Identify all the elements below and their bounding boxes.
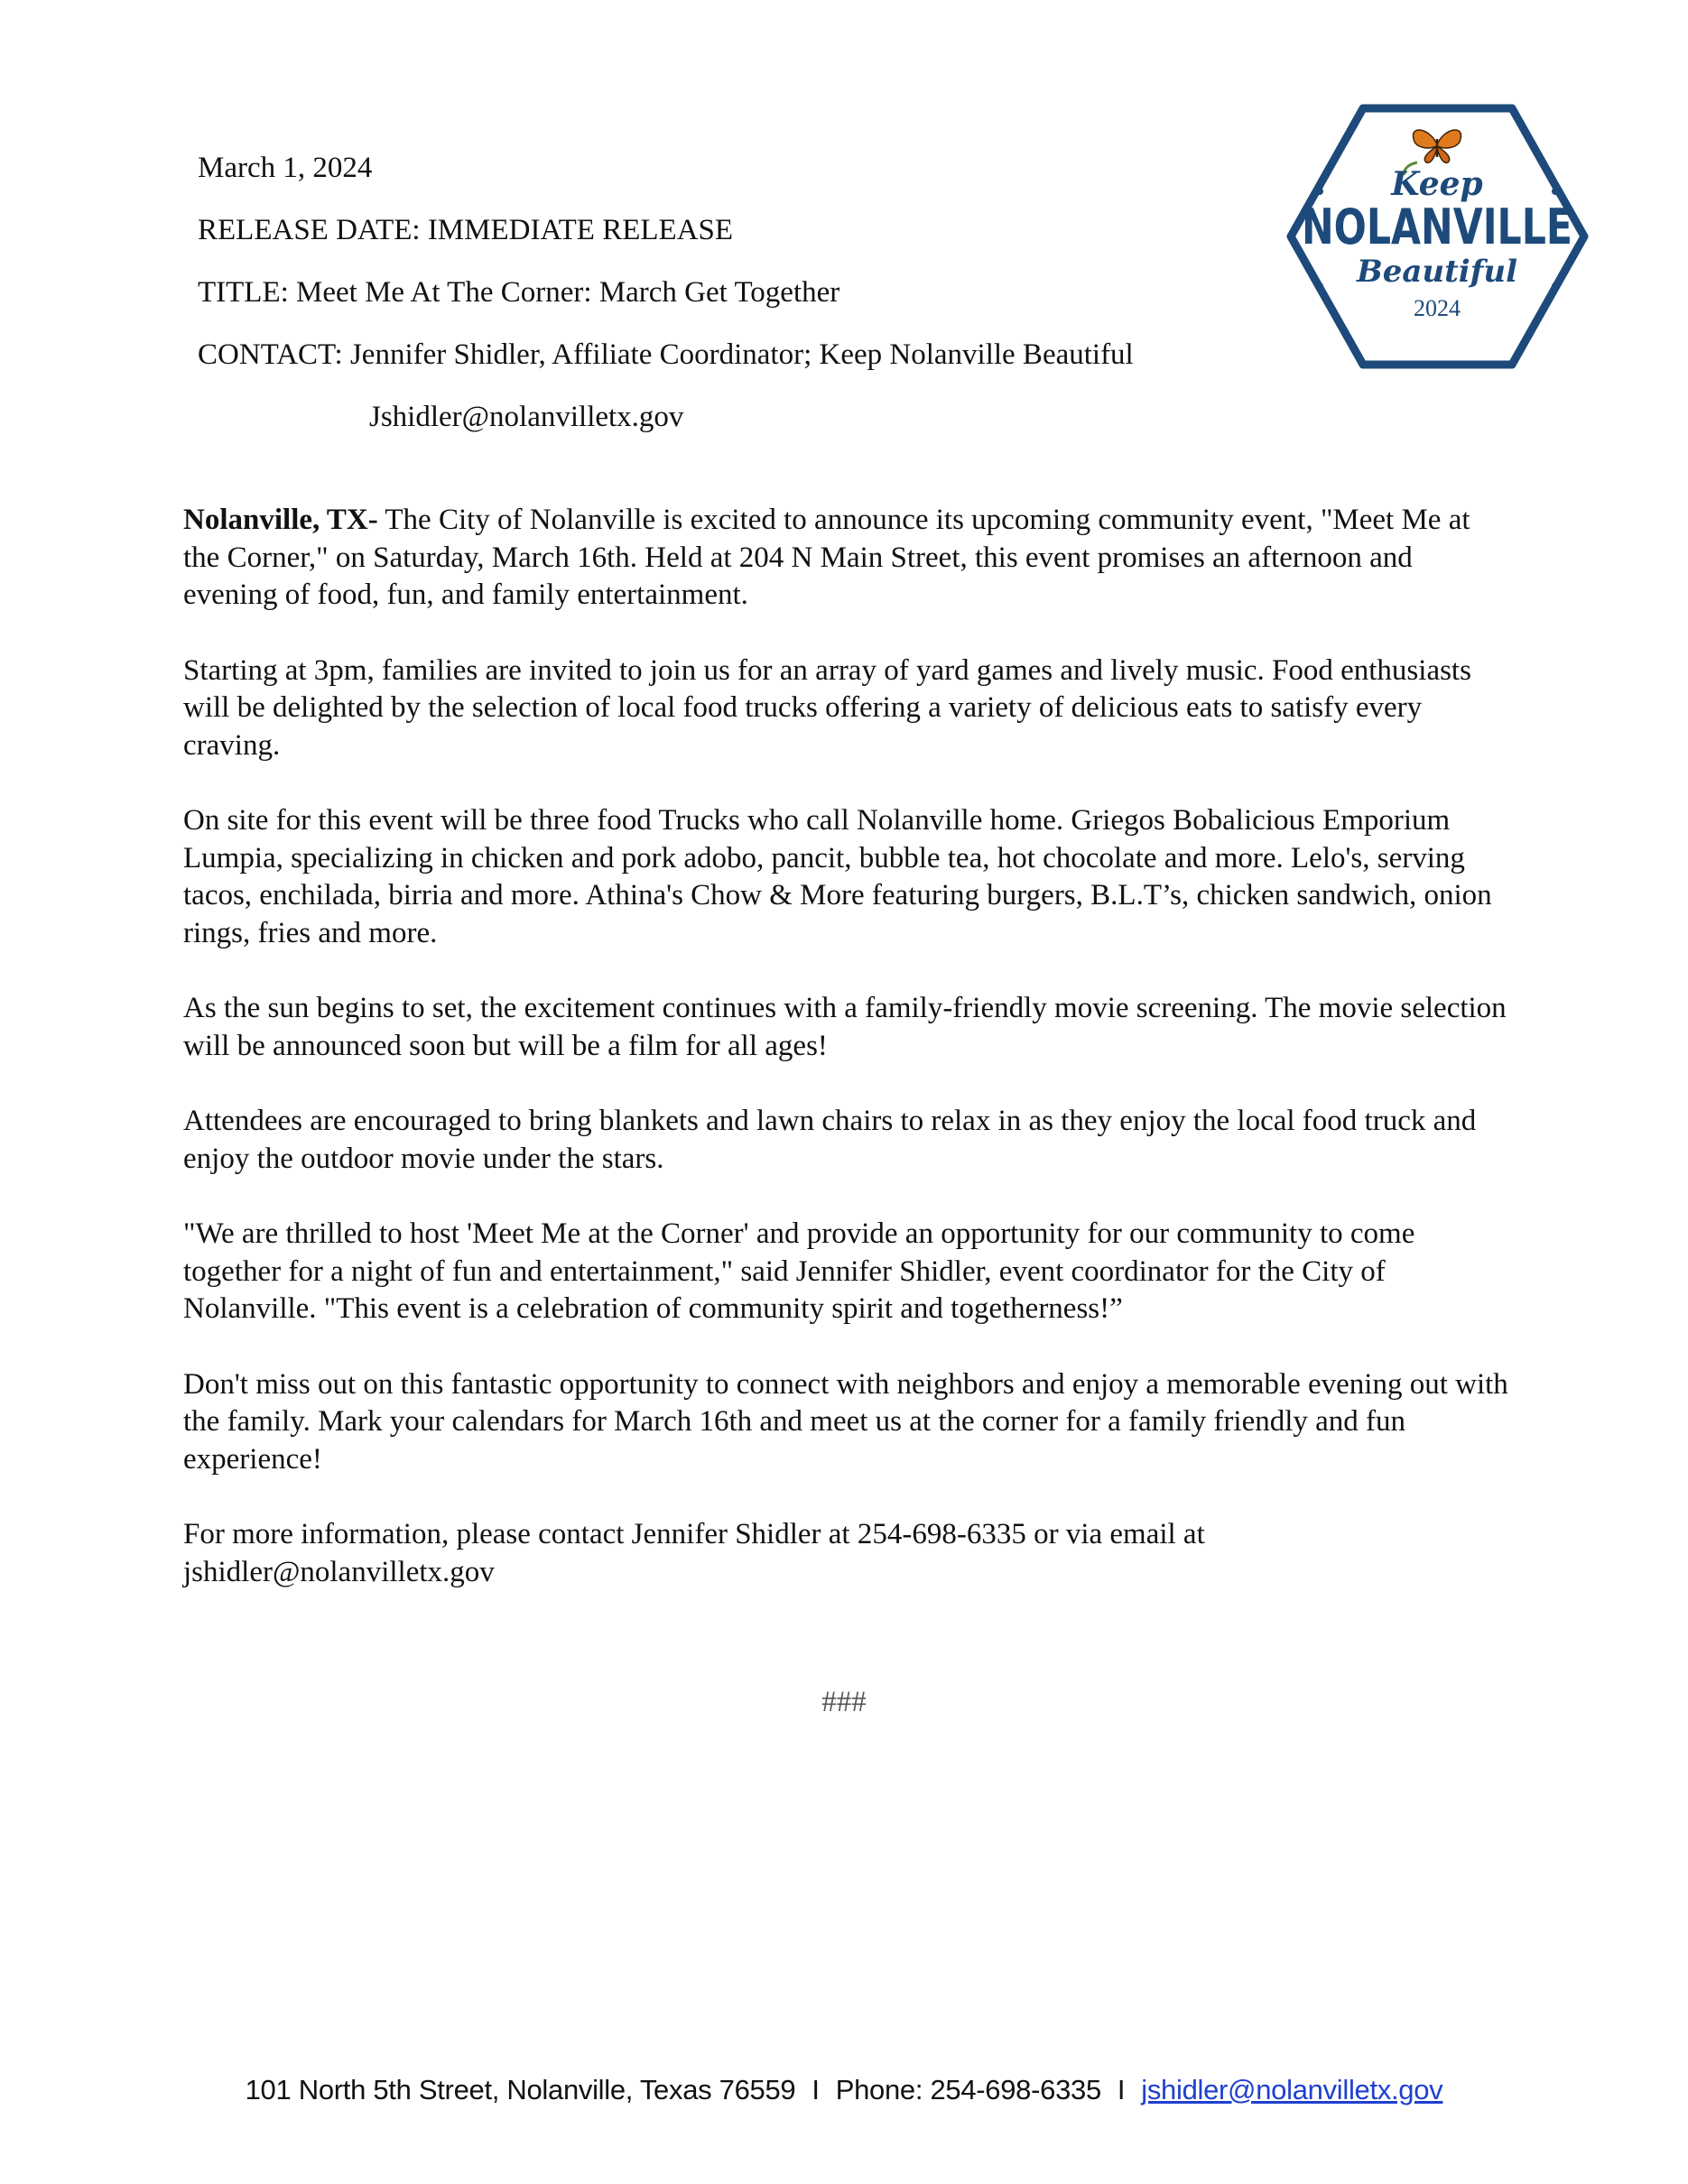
keep-nolanville-beautiful-logo [1282,101,1593,372]
logo-beautiful-text: Beautiful [1356,254,1518,290]
dateline: Nolanville, TX- [183,504,378,536]
footer-phone: Phone: 254-698-6335 [835,2074,1101,2105]
release-date-line: March 1, 2024 [198,152,373,184]
paragraph-more-info: For more information, please contact Jennifer Shidler at 254-698-6335 or via email at jshidler@nolanvilletx.gov [183,1518,1205,1588]
paragraph-activities: Starting at 3pm, families are invited to join us for an array of yard games and lively music. Food enthusiasts will be delighted by the selection of local food trucks offering a variety of delicious eats to satisfy every craving. [183,653,1471,762]
intro-text: The City of Nolanville is excited to announce its upcoming community event, "Meet Me at the Corner," on Saturday, March 16th. Held at 204 N Main Street, this event promises an afternoon and evening of food, fun, and family entertainment. [183,504,1470,611]
release-contact-line: CONTACT: Jennifer Shidler, Affiliate Coordinator; Keep Nolanville Beautiful [198,338,1134,371]
paragraph-attendees: Attendees are encouraged to bring blankets and lawn chairs to relax in as they enjoy the local food truck and enjoy the outdoor movie under the stars. [183,1105,1477,1175]
release-body [183,502,1510,1629]
footer-email-link[interactable]: jshidler@nolanvilletx.gov [1141,2074,1443,2105]
paragraph-movie: As the sun begins to set, the excitement continues with a family-friendly movie screening. The movie selection will be announced soon but will be a film for all ages! [183,992,1507,1062]
paragraph-intro [183,502,1510,615]
end-of-release-mark: ### [821,1686,867,1718]
release-type-line: RELEASE DATE: IMMEDIATE RELEASE [198,214,734,246]
footer-separator: I [1117,2074,1126,2105]
page-footer [0,2074,1688,2106]
logo-year-text: 2024 [1414,295,1461,321]
release-title-line: TITLE: Meet Me At The Corner: March Get Together [198,276,840,309]
contact-email: Jshidler@nolanvilletx.gov [369,401,684,433]
paragraph-food-trucks: On site for this event will be three food Trucks who call Nolanville home. Griegos Bobalicious Emporium Lumpia, specializing in chicken and pork adobo, pancit, bubble tea, hot chocolate and more. Lelo's, serving tacos, enchilada, birria and more. Athina's Chow & More featuring burgers, B.L.T’s, chicken sandwich, onion rings, fries and more. [183,804,1492,949]
paragraph-closing: Don't miss out on this fantastic opportunity to connect with neighbors and enjoy a memorable evening out with the family. Mark your calendars for March 16th and meet us at the corner for a family friendly and fun experience! [183,1367,1508,1476]
footer-separator: I [812,2074,820,2105]
logo-keep-text: Keep [1391,165,1483,203]
release-header [198,150,1281,461]
logo-name-text: NOLANVILLE [1302,199,1572,255]
paragraph-quote: "We are thrilled to host 'Meet Me at the Corner' and provide an opportunity for our community to come together for a night of fun and entertainment," said Jennifer Shidler, event coordinator for the City of Nolanville. "This event is a celebration of community spirit and togetherness!” [183,1217,1415,1325]
footer-address: 101 North 5th Street, Nolanville, Texas 76559 [245,2074,796,2105]
